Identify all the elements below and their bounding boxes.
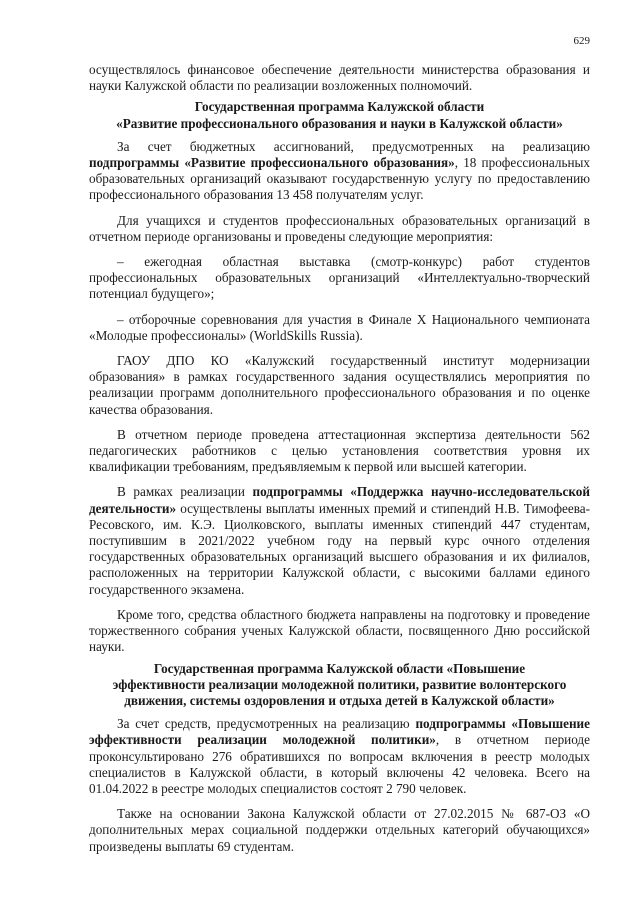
section1-paragraph-6: В отчетном периоде проведена аттестационная экспертиза деятельности 562 педагогических работников с целью установления соответствия уровня их квалификации требованиям, предъявляемым к первой или высшей категории. xyxy=(89,426,590,475)
section2-paragraph-2: Также на основании Закона Калужской области от 27.02.2015 № 687-ОЗ «О дополнительных мерах социальной поддержки отдельных категорий обучающихся» произведены выплаты 69 студентам. xyxy=(89,806,590,854)
s2p1-text-post: , в отчетном периоде проконсультировано 276 обратившихся по вопросам включения в реестр молодых специалистов в Калужской области, в который включены 42 человека. Всего на 01.04.2022 в реестре молодых специалистов состоят 2 790 человек. xyxy=(89,732,590,796)
intro-paragraph: осуществлялось финансовое обеспечение деятельности министерства образования и науки Калужской области по реализации возложенных полномочий. xyxy=(89,62,590,94)
section1-paragraph-5: ГАОУ ДПО КО «Калужский государственный институт модернизации образования» в рамках государственного задания осуществлялись мероприятия по реализации программ дополнительного профессионального образования и по оценке качества образования. xyxy=(89,353,590,417)
s2p1-subprogram-name: подпрограммы «Повышение эффективности реализации молодежной политики» xyxy=(89,716,590,748)
s1p1-subprogram-name: подпрограммы «Развитие профессионального образования» xyxy=(89,155,455,171)
s2p1-text-pre: За счет средств, предусмотренных на реализацию xyxy=(117,716,416,732)
section1-heading-line2: «Развитие профессионального образования и науки в Калужской области» xyxy=(116,115,563,131)
section2-paragraph-1 xyxy=(89,716,590,797)
section1-paragraph-1 xyxy=(89,139,590,204)
s1p7-subprogram-name: подпрограммы «Поддержка научно-исследовательской деятельности» xyxy=(89,484,590,516)
section1-list-item-1: – ежегодная областная выставка (смотр-конкурс) работ студентов профессиональных образовательных организаций «Интеллектуально-творческий потенциал будущего»; xyxy=(89,254,590,302)
section2-heading-line3: движения, системы оздоровления и отдыха детей в Калужской области» xyxy=(124,692,555,708)
page-number: 629 xyxy=(573,35,590,47)
section1-paragraph-8: Кроме того, средства областного бюджета направлены на подготовку и проведение торжественного собрания ученых Калужской области, посвященного Дню российской науки. xyxy=(89,606,590,655)
s1p1-text-pre: За счет бюджетных ассигнований, предусмотренных на реализацию xyxy=(117,138,590,154)
section1-paragraph-7 xyxy=(89,484,590,597)
section2-heading xyxy=(89,661,590,710)
section2-heading-line1: Государственная программа Калужской области «Повышение xyxy=(153,660,526,676)
section1-paragraph-2: Для учащихся и студентов профессиональных образовательных организаций в отчетном периоде организованы и проведены следующие мероприятия: xyxy=(89,212,590,244)
s1p1-text-post: , 18 профессиональных образовательных организаций оказывают государственную услугу по предоставлению профессионального образования 13 458 получателям услуг. xyxy=(89,155,591,203)
section1-list-item-2: – отборочные соревнования для участия в Финале X Национального чемпионата «Молодые профессионалы» (WorldSkills Russia). xyxy=(89,311,590,343)
section1-heading xyxy=(89,99,590,131)
page-content xyxy=(89,62,590,855)
s1p7-text-post: осуществлены выплаты именных премий и стипендий Н.В. Тимофеева-Ресовского, им. К.Э. Циолковского, выплаты именных стипендий 447 студентам, поступившим в 2021/2022 учебном году на первый курс очного отделения государственных образовательных организаций высшего образования и их филиалов, расположенных на территории Калужской области, с высокими баллами единого государственного экзамена. xyxy=(89,500,590,597)
section2-heading-line2: эффективности реализации молодежной политики, развитие волонтерского xyxy=(112,676,567,692)
section1-heading-line1: Государственная программа Калужской области xyxy=(194,99,485,115)
s1p7-text-pre: В рамках реализации xyxy=(117,484,253,500)
